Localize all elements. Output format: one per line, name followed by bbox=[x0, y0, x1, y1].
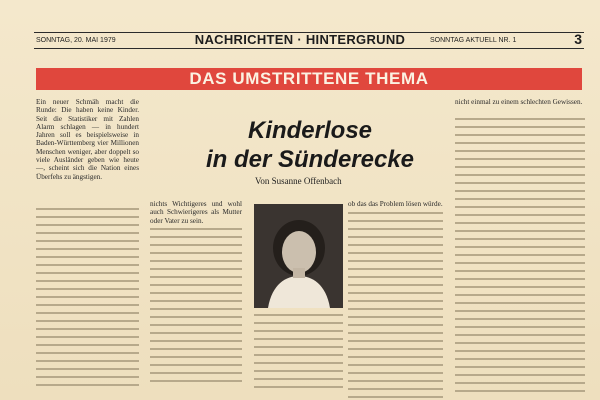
headline-line-1: Kinderlose bbox=[247, 117, 373, 144]
col4-text-lines bbox=[348, 212, 443, 400]
col1-text-lines bbox=[36, 208, 139, 392]
body-column-5: nicht einmal zu einem schlechten Gewissen. bbox=[455, 98, 583, 106]
theme-banner bbox=[36, 68, 582, 90]
col2-text-lines bbox=[150, 228, 242, 388]
byline: Von Susanne Offenbach bbox=[255, 176, 342, 186]
page-number: 3 bbox=[574, 31, 582, 47]
article-headline bbox=[160, 116, 460, 174]
photo-caption-lines bbox=[254, 314, 343, 394]
supplement-label: SONNTAG AKTUELL NR. 1 bbox=[430, 37, 517, 44]
dateline: SONNTAG, 20. MAI 1979 bbox=[36, 37, 116, 44]
theme-banner-title: DAS UMSTRITTENE THEMA bbox=[189, 69, 429, 88]
section-rubric: NACHRICHTEN · HINTERGRUND bbox=[194, 32, 406, 47]
body-column-4: ob das das Problem lösen würde. bbox=[348, 200, 443, 208]
headline-line-2: in der Sünderecke bbox=[205, 146, 415, 173]
header-rule-bottom bbox=[34, 48, 584, 49]
author-photo bbox=[254, 204, 343, 308]
col5-text-lines bbox=[455, 118, 585, 398]
body-column-2: nichts Wichtigeres und wohl auch Schwierigeres als Mutter oder Vater zu sein. bbox=[150, 200, 242, 225]
body-column-1: Ein neuer Schmäh macht die Runde: Die haben keine Kinder. Seit die Statistiker mit Zahlen Alarm schlagen — in hundert Jahren soll es beispielsweise in Baden-Württemberg vier Millionen Menschen weniger, aber doppelt so viele Ausländer geben wie heute —, scheint sich die Nation eines Überfehs zu ängstigen. bbox=[36, 98, 139, 181]
